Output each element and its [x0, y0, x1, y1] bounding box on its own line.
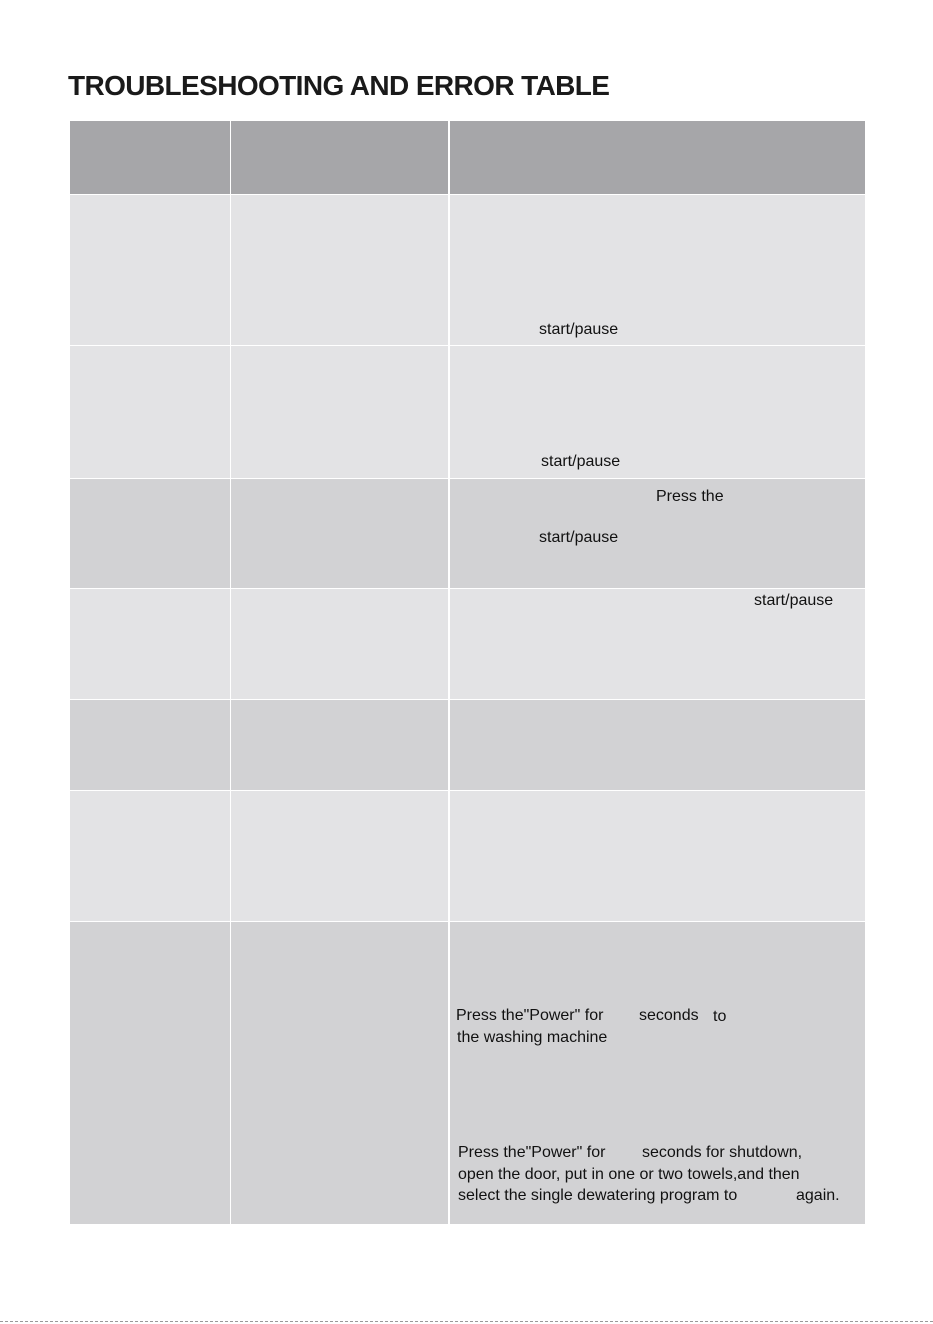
shutdown-text: seconds for shutdown, — [642, 1144, 803, 1161]
row2-cell-3 — [450, 346, 865, 478]
row5-cell-1 — [70, 700, 230, 790]
row7-cell-1 — [70, 922, 230, 1224]
row5-cell-3 — [450, 700, 865, 790]
row2-cell-2 — [231, 346, 448, 478]
table-row — [70, 479, 865, 588]
open-door-text: open the door, put in one or two towels,and then — [458, 1166, 800, 1183]
header-cell-3 — [450, 121, 865, 194]
washing-machine-text: the washing machine — [457, 1029, 608, 1046]
row4-cell-3 — [450, 589, 865, 699]
start-pause-label: start/pause — [539, 321, 619, 338]
row6-cell-1 — [70, 791, 230, 921]
header-cell-2 — [231, 121, 448, 194]
row6-cell-2 — [231, 791, 448, 921]
row6-cell-3 — [450, 791, 865, 921]
table-row — [70, 791, 865, 921]
table-row — [70, 700, 865, 790]
troubleshooting-table — [70, 121, 865, 1224]
dewatering-text: select the single dewatering program to — [458, 1187, 738, 1204]
row3-cell-2 — [231, 479, 448, 588]
row7-cell-3 — [450, 922, 865, 1224]
press-the-label: Press the — [656, 488, 724, 505]
again-text: again. — [796, 1187, 840, 1204]
start-pause-label: start/pause — [754, 592, 834, 609]
power-instruction-text: Press the"Power" for — [458, 1144, 606, 1161]
to-text: to — [713, 1008, 727, 1025]
row2-cell-1 — [70, 346, 230, 478]
table-row — [70, 922, 865, 1224]
start-pause-label: start/pause — [539, 529, 619, 546]
page-bottom-rule — [0, 1321, 933, 1322]
power-instruction-text: Press the"Power" for — [456, 1007, 604, 1024]
seconds-text: seconds — [639, 1007, 699, 1024]
row3-cell-1 — [70, 479, 230, 588]
table-row — [70, 346, 865, 478]
row1-cell-1 — [70, 195, 230, 345]
page-title: TROUBLESHOOTING AND ERROR TABLE — [68, 70, 610, 101]
row1-cell-3 — [450, 195, 865, 345]
row4-cell-2 — [231, 589, 448, 699]
header-cell-1 — [70, 121, 230, 194]
table-row — [70, 195, 865, 345]
row4-cell-1 — [70, 589, 230, 699]
row5-cell-2 — [231, 700, 448, 790]
table-header-row — [70, 121, 865, 194]
row1-cell-2 — [231, 195, 448, 345]
table-row — [70, 589, 865, 699]
start-pause-label: start/pause — [541, 453, 621, 470]
row3-cell-3 — [450, 479, 865, 588]
row7-cell-2 — [231, 922, 448, 1224]
